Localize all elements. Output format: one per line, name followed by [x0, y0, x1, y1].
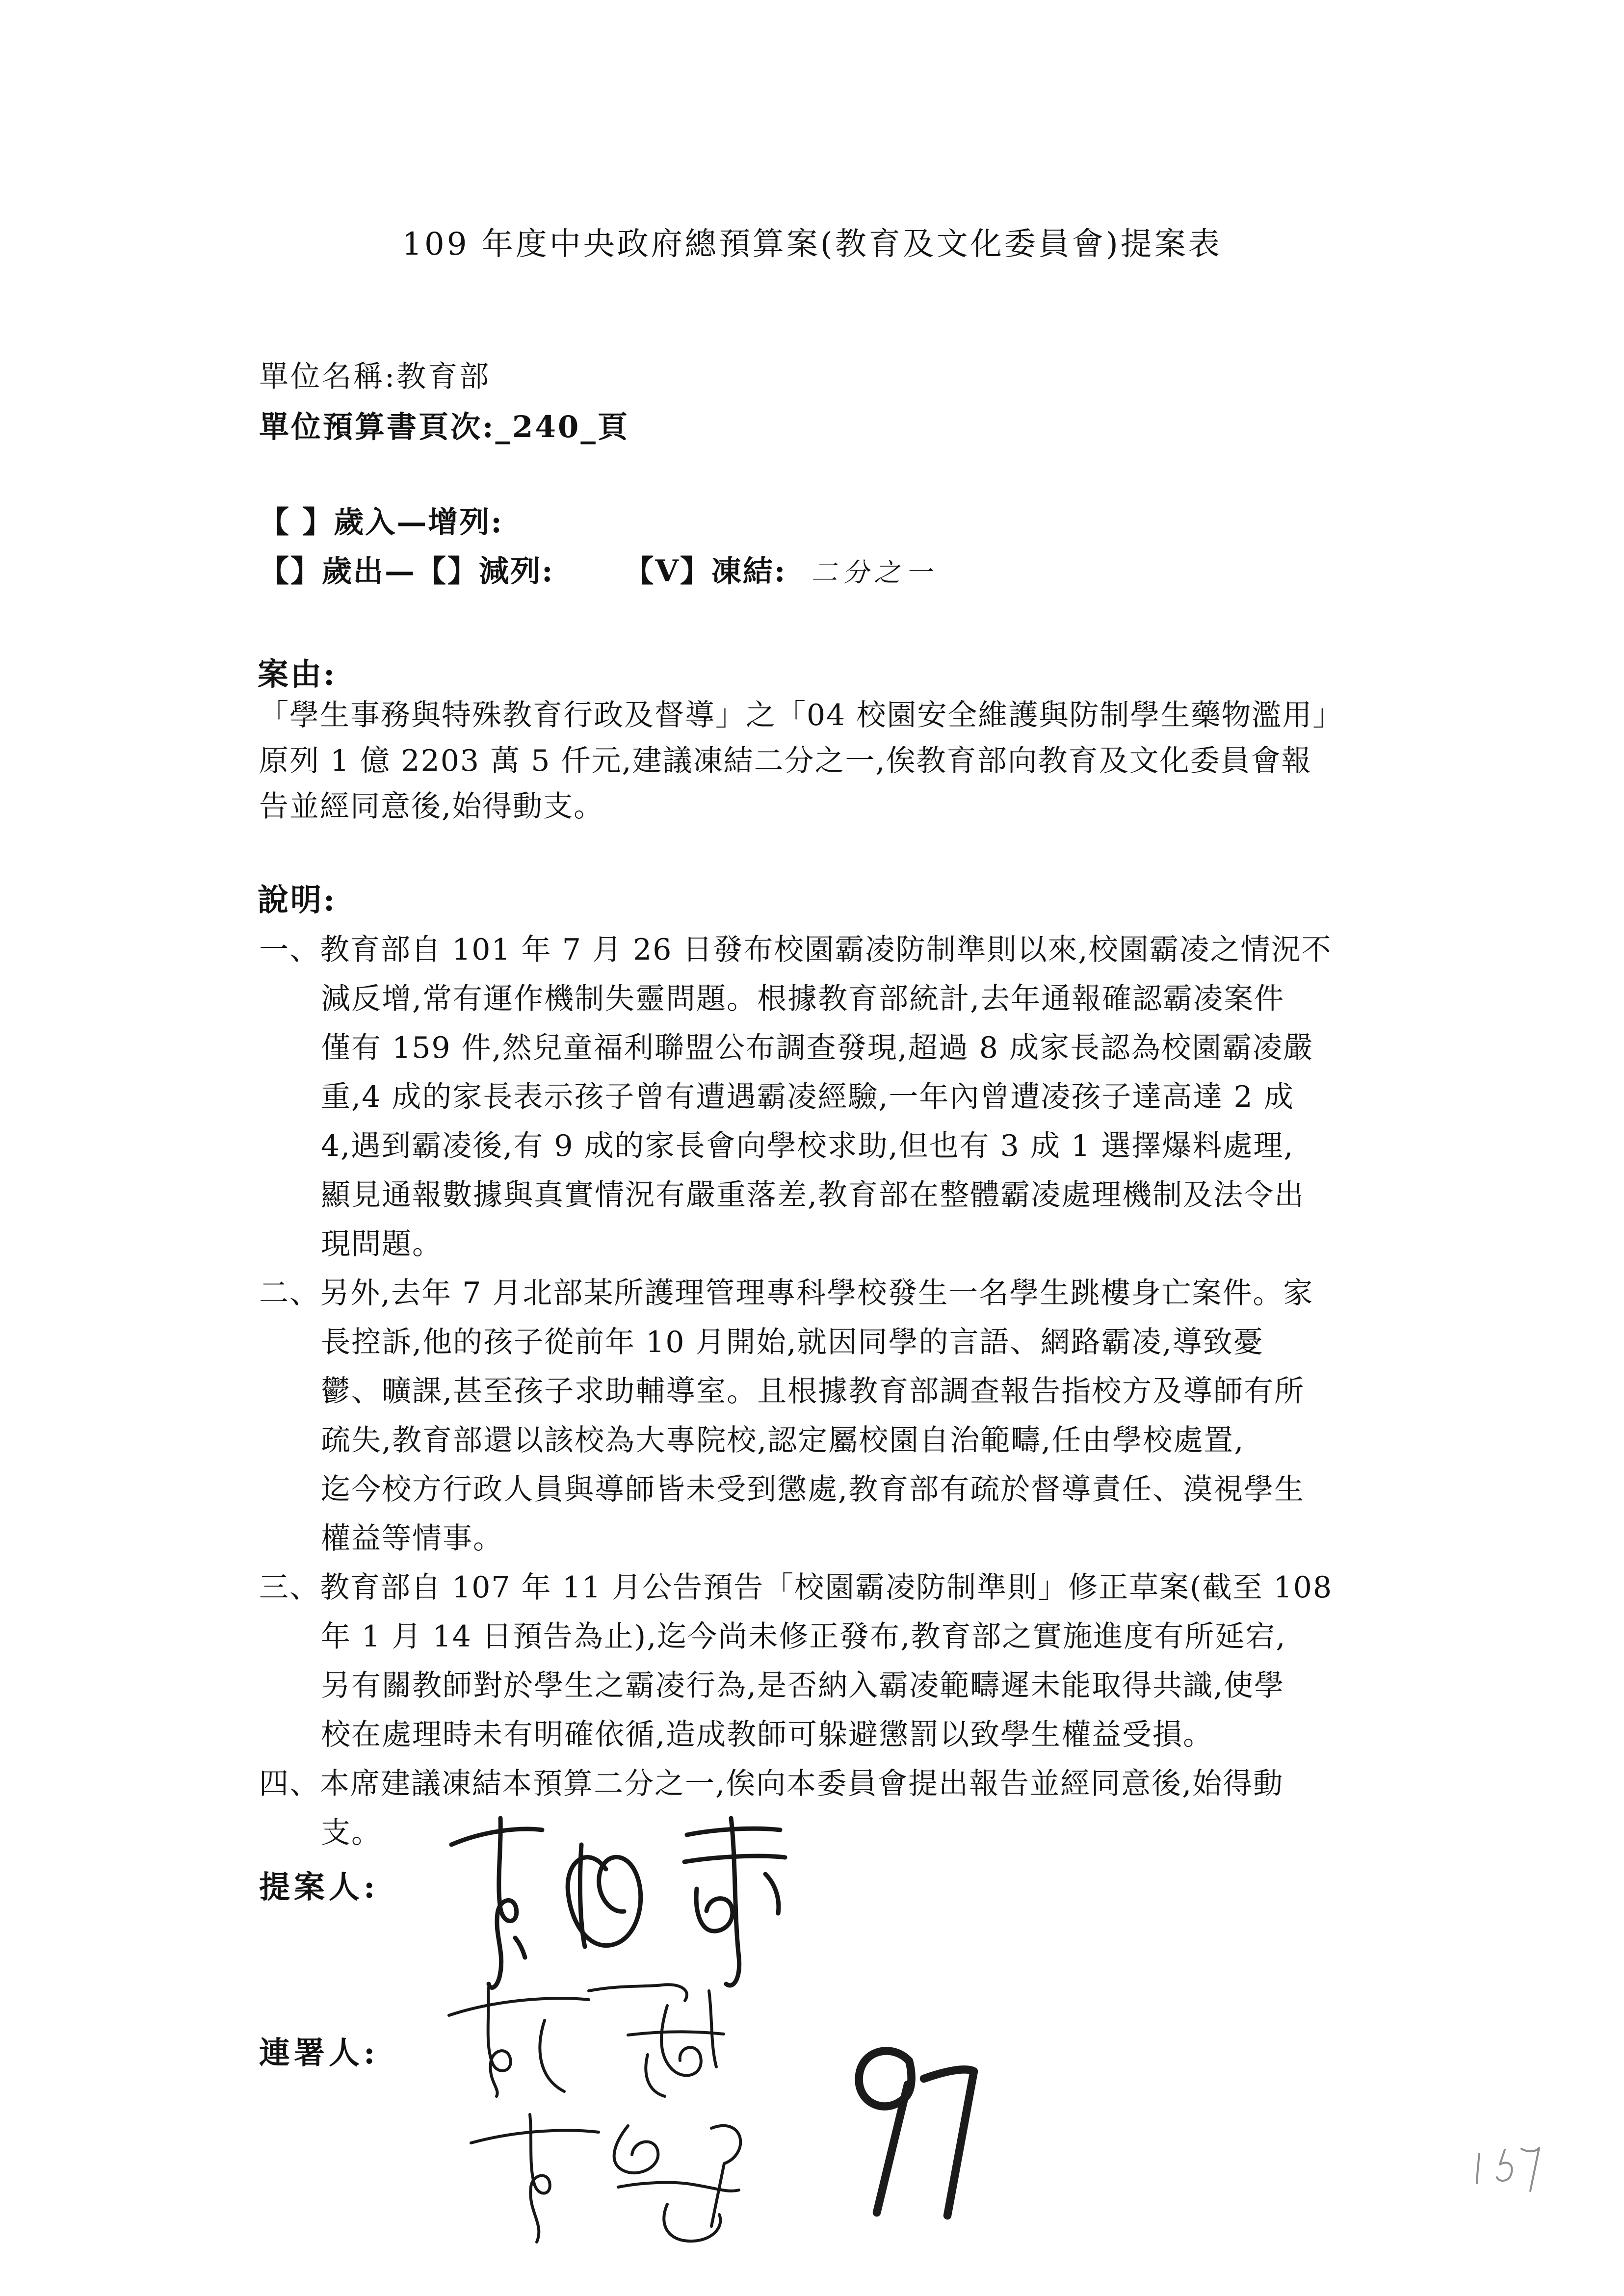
cosigner1-signature-handwriting	[442, 1981, 736, 2099]
freeze-fraction-value: 二分之一	[811, 558, 937, 588]
explanation-line: 年 1 月 14 日預告為止),迄今尚未修正發布,教育部之實施進度有所延宕,	[321, 1619, 1286, 1654]
explanation-label: 說明:	[258, 882, 337, 918]
option-revenue-line: 【 】歲入—增列:	[259, 505, 503, 540]
explanation-line: 三、教育部自 107 年 11 月公告預告「校園霸凌防制準則」修正草案(截至 108	[259, 1570, 1333, 1605]
case-line: 告並經同意後,始得動支。	[259, 789, 604, 824]
case-line: 「學生事務與特殊教育行政及督導」之「04 校園安全維護與防制學生藥物濫用」	[259, 698, 1343, 732]
explanation-line: 另有關教師對於學生之霸凌行為,是否納入霸凌範疇遲未能取得共識,使學	[321, 1669, 1285, 1703]
proposer-signature-handwriting	[442, 1815, 795, 1997]
explanation-line: 僅有 159 件,然兒童福利聯盟公布調查發現,超過 8 成家長認為校園霸凌嚴	[321, 1031, 1314, 1065]
unit-name: 單位名稱:教育部	[259, 360, 491, 394]
proposer-label: 提案人:	[259, 1869, 379, 1905]
option-expense-reduce: 【】歲出—【】減列:	[259, 554, 554, 589]
explanation-line: 重,4 成的家長表示孩子曾有遭遇霸凌經驗,一年內曾遭凌孩子達高達 2 成	[321, 1080, 1294, 1114]
explanation-line: 現問題。	[321, 1227, 443, 1261]
handwritten-number-97	[841, 2042, 1003, 2218]
case-label: 案由:	[258, 656, 337, 692]
explanation-line: 顯見通報數據與真實情況有嚴重落差,教育部在整體霸凌處理機制及法令出	[321, 1178, 1305, 1212]
explanation-lines	[259, 925, 1333, 1857]
option-freeze-checked: 【V】凍結:	[624, 554, 787, 589]
explanation-line: 校在處理時未有明確依循,造成教師可躲避懲罰以致學生權益受損。	[321, 1718, 1214, 1752]
unit-budget-page: 單位預算書頁次:_240_頁	[259, 410, 629, 444]
explanation-line: 鬱、曠課,甚至孩子求助輔導室。且根據教育部調查報告指校方及導師有所	[321, 1374, 1305, 1409]
cosigner2-signature-handwriting	[456, 2109, 741, 2251]
explanation-line: 支。	[321, 1816, 382, 1850]
explanation-line: 二、另外,去年 7 月北部某所護理管理專科學校發生一名學生跳樓身亡案件。家	[259, 1276, 1314, 1310]
explanation-line: 迄今校方行政人員與導師皆未受到懲處,教育部有疏於督導責任、漠視學生	[321, 1472, 1305, 1507]
explanation-line: 長控訴,他的孩子從前年 10 月開始,就因同學的言語、網路霸凌,導致憂	[321, 1325, 1264, 1359]
explanation-line: 疏失,教育部還以該校為大專院校,認定屬校園自治範疇,任由學校處置,	[321, 1423, 1245, 1458]
cosigner-label: 連署人:	[259, 2035, 379, 2071]
handwritten-number-157	[1465, 2134, 1548, 2203]
option-expense-line	[259, 548, 937, 590]
case-paragraph	[259, 693, 1343, 830]
explanation-line: 一、教育部自 101 年 7 月 26 日發布校園霸凌防制準則以來,校園霸凌之情況不	[259, 933, 1332, 967]
explanation-line: 權益等情事。	[321, 1521, 503, 1556]
explanation-line: 減反增,常有運作機制失靈問題。根據教育部統計,去年通報確認霸凌案件	[321, 982, 1285, 1016]
explanation-line: 4,遇到霸凌後,有 9 成的家長會向學校求助,但也有 3 成 1 選擇爆料處理,	[321, 1129, 1294, 1163]
page-title: 109 年度中央政府總預算案(教育及文化委員會)提案表	[402, 226, 1222, 262]
case-line: 原列 1 億 2203 萬 5 仟元,建議凍結二分之一,俟教育部向教育及文化委員會報	[259, 744, 1312, 778]
explanation-line: 四、本席建議凍結本預算二分之一,俟向本委員會提出報告並經同意後,始得動	[259, 1767, 1284, 1801]
